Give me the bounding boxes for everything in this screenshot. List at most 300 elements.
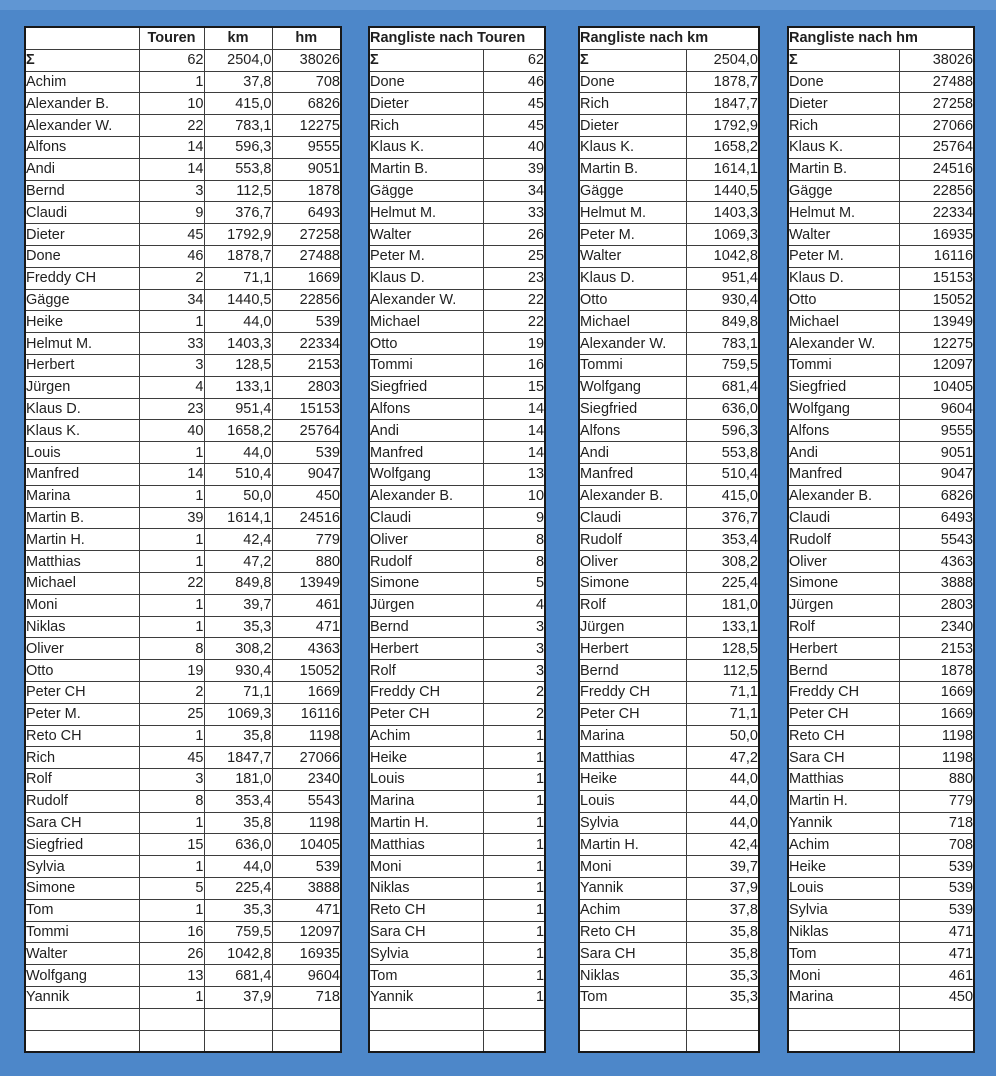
value-cell[interactable]: 133,1 [686, 616, 759, 638]
value-cell[interactable]: 553,8 [686, 442, 759, 464]
value-cell[interactable]: 539 [899, 856, 974, 878]
name-cell[interactable]: Rolf [579, 594, 686, 616]
value-cell[interactable]: 1198 [272, 725, 341, 747]
value-cell[interactable]: 681,4 [686, 376, 759, 398]
value-cell[interactable]: 2803 [899, 594, 974, 616]
value-cell[interactable]: 45 [139, 747, 204, 769]
name-cell[interactable]: Manfred [25, 463, 139, 485]
value-cell[interactable]: 3 [483, 616, 545, 638]
value-cell[interactable]: 112,5 [686, 660, 759, 682]
value-cell[interactable]: 4 [139, 376, 204, 398]
value-cell[interactable]: 450 [272, 485, 341, 507]
value-cell[interactable]: 9 [139, 202, 204, 224]
name-cell[interactable]: Alfons [369, 398, 483, 420]
value-cell[interactable]: 35,3 [204, 899, 272, 921]
value-cell[interactable]: 2803 [272, 376, 341, 398]
value-cell[interactable]: 44,0 [204, 856, 272, 878]
name-cell[interactable]: Done [788, 71, 899, 93]
value-cell[interactable]: 45 [483, 93, 545, 115]
name-cell[interactable]: Walter [788, 224, 899, 246]
value-cell[interactable]: 539 [899, 899, 974, 921]
name-cell[interactable]: Heike [788, 856, 899, 878]
name-cell[interactable]: Klaus D. [788, 267, 899, 289]
value-cell[interactable]: 71,1 [686, 681, 759, 703]
name-cell[interactable]: Done [25, 245, 139, 267]
value-cell[interactable]: 37,8 [204, 71, 272, 93]
name-cell[interactable]: Claudi [788, 507, 899, 529]
value-cell[interactable]: 4 [483, 594, 545, 616]
value-cell[interactable]: 14 [139, 136, 204, 158]
value-cell[interactable]: 16 [483, 354, 545, 376]
name-cell[interactable]: Klaus K. [25, 420, 139, 442]
value-cell[interactable]: 1403,3 [204, 333, 272, 355]
value-cell[interactable]: 5 [483, 572, 545, 594]
value-cell[interactable]: 1198 [272, 812, 341, 834]
value-cell[interactable]: 128,5 [686, 638, 759, 660]
name-cell[interactable]: Rudolf [25, 790, 139, 812]
name-cell[interactable]: Oliver [788, 551, 899, 573]
value-cell[interactable]: 5543 [899, 529, 974, 551]
value-cell[interactable]: 22 [483, 311, 545, 333]
value-cell[interactable]: 1 [139, 529, 204, 551]
name-cell[interactable]: Dieter [25, 224, 139, 246]
name-cell[interactable]: Done [369, 71, 483, 93]
value-cell[interactable]: 8 [483, 551, 545, 573]
value-cell[interactable]: 1792,9 [686, 115, 759, 137]
value-cell[interactable]: 1 [483, 921, 545, 943]
value-cell[interactable]: 10 [139, 93, 204, 115]
value-cell[interactable]: 1403,3 [686, 202, 759, 224]
value-cell[interactable]: 8 [139, 790, 204, 812]
name-cell[interactable]: Martin H. [25, 529, 139, 551]
value-cell[interactable]: 37,8 [686, 899, 759, 921]
name-cell[interactable]: Matthias [25, 551, 139, 573]
value-cell[interactable]: 1614,1 [686, 158, 759, 180]
value-cell[interactable]: 450 [899, 987, 974, 1009]
column-header-cell[interactable]: Touren [139, 27, 204, 49]
value-cell[interactable]: 35,8 [686, 921, 759, 943]
value-cell[interactable]: 718 [899, 812, 974, 834]
value-cell[interactable]: 2153 [272, 354, 341, 376]
name-cell[interactable]: Martin H. [788, 790, 899, 812]
value-cell[interactable]: 1198 [899, 725, 974, 747]
name-cell[interactable]: Otto [788, 289, 899, 311]
name-cell[interactable]: Tommi [579, 354, 686, 376]
name-cell[interactable]: Peter M. [579, 224, 686, 246]
total-label-cell[interactable]: Σ [788, 49, 899, 71]
name-cell[interactable]: Dieter [369, 93, 483, 115]
name-cell[interactable]: Niklas [369, 878, 483, 900]
name-cell[interactable]: Wolfgang [788, 398, 899, 420]
name-cell[interactable]: Helmut M. [788, 202, 899, 224]
value-cell[interactable]: 1792,9 [204, 224, 272, 246]
value-cell[interactable]: 44,0 [686, 790, 759, 812]
value-cell[interactable]: 1669 [899, 703, 974, 725]
value-cell[interactable]: 25764 [272, 420, 341, 442]
value-cell[interactable]: 35,8 [686, 943, 759, 965]
value-cell[interactable]: 636,0 [686, 398, 759, 420]
value-cell[interactable]: 951,4 [686, 267, 759, 289]
name-cell[interactable]: Martin B. [25, 507, 139, 529]
value-cell[interactable]: 14 [139, 463, 204, 485]
name-cell[interactable]: Jürgen [788, 594, 899, 616]
value-cell[interactable]: 22334 [899, 202, 974, 224]
name-cell[interactable]: Rolf [788, 616, 899, 638]
name-cell[interactable]: Tommi [369, 354, 483, 376]
value-cell[interactable]: 25 [139, 703, 204, 725]
name-cell[interactable]: Peter CH [788, 703, 899, 725]
value-cell[interactable]: 1658,2 [204, 420, 272, 442]
value-cell[interactable]: 15 [483, 376, 545, 398]
value-cell[interactable]: 308,2 [204, 638, 272, 660]
value-cell[interactable]: 4363 [272, 638, 341, 660]
value-cell[interactable]: 415,0 [686, 485, 759, 507]
name-cell[interactable]: Freddy CH [25, 267, 139, 289]
value-cell[interactable]: 3 [139, 769, 204, 791]
value-cell[interactable]: 10405 [899, 376, 974, 398]
value-cell[interactable]: 35,3 [686, 965, 759, 987]
name-cell[interactable]: Wolfgang [369, 463, 483, 485]
value-cell[interactable]: 3 [139, 354, 204, 376]
value-cell[interactable]: 71,1 [204, 267, 272, 289]
value-cell[interactable]: 2153 [899, 638, 974, 660]
value-cell[interactable]: 47,2 [204, 551, 272, 573]
name-cell[interactable]: Tommi [788, 354, 899, 376]
name-cell[interactable]: Rudolf [369, 551, 483, 573]
name-cell[interactable]: Alexander B. [579, 485, 686, 507]
name-cell[interactable]: Sara CH [369, 921, 483, 943]
value-cell[interactable]: 181,0 [204, 769, 272, 791]
value-cell[interactable]: 22 [139, 572, 204, 594]
value-cell[interactable]: 22334 [272, 333, 341, 355]
value-cell[interactable]: 50,0 [686, 725, 759, 747]
empty-cell[interactable] [686, 1030, 759, 1052]
value-cell[interactable]: 44,0 [686, 769, 759, 791]
value-cell[interactable]: 14 [483, 420, 545, 442]
value-cell[interactable]: 759,5 [204, 921, 272, 943]
name-cell[interactable]: Heike [579, 769, 686, 791]
value-cell[interactable]: 2 [483, 681, 545, 703]
value-cell[interactable]: 1042,8 [204, 943, 272, 965]
name-cell[interactable]: Louis [369, 769, 483, 791]
value-cell[interactable]: 930,4 [204, 660, 272, 682]
value-cell[interactable]: 471 [899, 943, 974, 965]
value-cell[interactable]: 1 [483, 899, 545, 921]
value-cell[interactable]: 25764 [899, 136, 974, 158]
name-cell[interactable]: Tom [579, 987, 686, 1009]
value-cell[interactable]: 16 [139, 921, 204, 943]
value-cell[interactable]: 26 [483, 224, 545, 246]
name-cell[interactable]: Herbert [25, 354, 139, 376]
name-cell[interactable]: Helmut M. [25, 333, 139, 355]
name-cell[interactable]: Oliver [369, 529, 483, 551]
name-cell[interactable]: Martin H. [369, 812, 483, 834]
name-cell[interactable]: Alfons [25, 136, 139, 158]
total-label-cell[interactable]: Σ [369, 49, 483, 71]
value-cell[interactable]: 1 [139, 551, 204, 573]
name-cell[interactable]: Klaus D. [369, 267, 483, 289]
value-cell[interactable]: 1198 [899, 747, 974, 769]
value-cell[interactable]: 23 [483, 267, 545, 289]
name-cell[interactable]: Tom [369, 965, 483, 987]
value-cell[interactable]: 33 [139, 333, 204, 355]
name-cell[interactable]: Peter CH [579, 703, 686, 725]
name-cell[interactable]: Otto [369, 333, 483, 355]
name-cell[interactable]: Tom [25, 899, 139, 921]
value-cell[interactable]: 3 [483, 660, 545, 682]
name-cell[interactable]: Oliver [25, 638, 139, 660]
value-cell[interactable]: 1 [139, 311, 204, 333]
value-cell[interactable]: 353,4 [686, 529, 759, 551]
value-cell[interactable]: 3 [139, 180, 204, 202]
value-cell[interactable]: 1 [483, 856, 545, 878]
value-cell[interactable]: 539 [899, 878, 974, 900]
value-cell[interactable]: 539 [272, 311, 341, 333]
value-cell[interactable]: 461 [272, 594, 341, 616]
name-cell[interactable]: Michael [579, 311, 686, 333]
value-cell[interactable]: 1 [139, 856, 204, 878]
name-cell[interactable]: Reto CH [369, 899, 483, 921]
name-cell[interactable]: Moni [369, 856, 483, 878]
value-cell[interactable]: 27066 [899, 115, 974, 137]
name-cell[interactable]: Alexander B. [369, 485, 483, 507]
value-cell[interactable]: 27066 [272, 747, 341, 769]
name-cell[interactable]: Reto CH [788, 725, 899, 747]
name-cell[interactable]: Sara CH [579, 943, 686, 965]
name-cell[interactable]: Herbert [579, 638, 686, 660]
value-cell[interactable]: 39 [139, 507, 204, 529]
name-cell[interactable]: Siegfried [788, 376, 899, 398]
name-cell[interactable]: Otto [579, 289, 686, 311]
value-cell[interactable]: 471 [272, 616, 341, 638]
value-cell[interactable]: 596,3 [204, 136, 272, 158]
name-cell[interactable]: Bernd [579, 660, 686, 682]
value-cell[interactable]: 47,2 [686, 747, 759, 769]
value-cell[interactable]: 1069,3 [686, 224, 759, 246]
name-cell[interactable]: Gägge [579, 180, 686, 202]
empty-cell[interactable] [204, 1008, 272, 1030]
corner-cell[interactable] [25, 27, 139, 49]
value-cell[interactable]: 2340 [272, 769, 341, 791]
value-cell[interactable]: 45 [483, 115, 545, 137]
empty-cell[interactable] [788, 1030, 899, 1052]
name-cell[interactable]: Wolfgang [25, 965, 139, 987]
value-cell[interactable]: 225,4 [204, 878, 272, 900]
value-cell[interactable]: 42,4 [686, 834, 759, 856]
name-cell[interactable]: Sylvia [369, 943, 483, 965]
value-cell[interactable]: 1878,7 [686, 71, 759, 93]
name-cell[interactable]: Sylvia [579, 812, 686, 834]
name-cell[interactable]: Bernd [25, 180, 139, 202]
value-cell[interactable]: 3888 [899, 572, 974, 594]
value-cell[interactable]: 308,2 [686, 551, 759, 573]
value-cell[interactable]: 1 [139, 899, 204, 921]
value-cell[interactable]: 14 [483, 398, 545, 420]
value-cell[interactable]: 6826 [272, 93, 341, 115]
name-cell[interactable]: Martin H. [579, 834, 686, 856]
name-cell[interactable]: Martin B. [788, 158, 899, 180]
name-cell[interactable]: Tom [788, 943, 899, 965]
value-cell[interactable]: 112,5 [204, 180, 272, 202]
name-cell[interactable]: Sara CH [788, 747, 899, 769]
value-cell[interactable]: 880 [272, 551, 341, 573]
value-cell[interactable]: 13 [483, 463, 545, 485]
value-cell[interactable]: 510,4 [686, 463, 759, 485]
value-cell[interactable]: 539 [272, 856, 341, 878]
value-cell[interactable]: 225,4 [686, 572, 759, 594]
name-cell[interactable]: Peter CH [369, 703, 483, 725]
value-cell[interactable]: 9555 [272, 136, 341, 158]
value-cell[interactable]: 33 [483, 202, 545, 224]
name-cell[interactable]: Jürgen [25, 376, 139, 398]
value-cell[interactable]: 22 [139, 115, 204, 137]
empty-cell[interactable] [272, 1008, 341, 1030]
value-cell[interactable]: 461 [899, 965, 974, 987]
value-cell[interactable]: 5543 [272, 790, 341, 812]
value-cell[interactable]: 1614,1 [204, 507, 272, 529]
empty-cell[interactable] [369, 1030, 483, 1052]
ranking-title-km[interactable]: Rangliste nach km [579, 27, 759, 49]
name-cell[interactable]: Klaus D. [579, 267, 686, 289]
total-value-cell[interactable]: 2504,0 [204, 49, 272, 71]
name-cell[interactable]: Marina [369, 790, 483, 812]
name-cell[interactable]: Marina [579, 725, 686, 747]
value-cell[interactable]: 636,0 [204, 834, 272, 856]
value-cell[interactable]: 708 [899, 834, 974, 856]
value-cell[interactable]: 23 [139, 398, 204, 420]
name-cell[interactable]: Reto CH [25, 725, 139, 747]
value-cell[interactable]: 12097 [272, 921, 341, 943]
value-cell[interactable]: 1042,8 [686, 245, 759, 267]
value-cell[interactable]: 9604 [899, 398, 974, 420]
value-cell[interactable]: 1 [483, 790, 545, 812]
name-cell[interactable]: Achim [369, 725, 483, 747]
name-cell[interactable]: Sylvia [25, 856, 139, 878]
value-cell[interactable]: 1 [483, 812, 545, 834]
value-cell[interactable]: 25 [483, 245, 545, 267]
name-cell[interactable]: Otto [25, 660, 139, 682]
name-cell[interactable]: Jürgen [579, 616, 686, 638]
name-cell[interactable]: Yannik [369, 987, 483, 1009]
name-cell[interactable]: Manfred [788, 463, 899, 485]
value-cell[interactable]: 1669 [272, 267, 341, 289]
value-cell[interactable]: 12097 [899, 354, 974, 376]
value-cell[interactable]: 27488 [272, 245, 341, 267]
value-cell[interactable]: 37,9 [686, 878, 759, 900]
value-cell[interactable]: 45 [139, 224, 204, 246]
name-cell[interactable]: Rich [579, 93, 686, 115]
name-cell[interactable]: Matthias [788, 769, 899, 791]
value-cell[interactable]: 133,1 [204, 376, 272, 398]
value-cell[interactable]: 71,1 [686, 703, 759, 725]
value-cell[interactable]: 718 [272, 987, 341, 1009]
name-cell[interactable]: Rich [25, 747, 139, 769]
name-cell[interactable]: Simone [369, 572, 483, 594]
value-cell[interactable]: 39,7 [204, 594, 272, 616]
value-cell[interactable]: 50,0 [204, 485, 272, 507]
value-cell[interactable]: 3888 [272, 878, 341, 900]
value-cell[interactable]: 415,0 [204, 93, 272, 115]
name-cell[interactable]: Yannik [579, 878, 686, 900]
value-cell[interactable]: 353,4 [204, 790, 272, 812]
empty-cell[interactable] [204, 1030, 272, 1052]
value-cell[interactable]: 46 [483, 71, 545, 93]
empty-cell[interactable] [25, 1008, 139, 1030]
value-cell[interactable]: 35,3 [204, 616, 272, 638]
ranking-title-touren[interactable]: Rangliste nach Touren [369, 27, 545, 49]
value-cell[interactable]: 1878,7 [204, 245, 272, 267]
name-cell[interactable]: Andi [579, 442, 686, 464]
value-cell[interactable]: 34 [483, 180, 545, 202]
value-cell[interactable]: 35,8 [204, 812, 272, 834]
name-cell[interactable]: Heike [369, 747, 483, 769]
name-cell[interactable]: Alexander W. [25, 115, 139, 137]
value-cell[interactable]: 42,4 [204, 529, 272, 551]
value-cell[interactable]: 9047 [899, 463, 974, 485]
total-value-cell[interactable]: 38026 [272, 49, 341, 71]
name-cell[interactable]: Michael [788, 311, 899, 333]
name-cell[interactable]: Sylvia [788, 899, 899, 921]
value-cell[interactable]: 16935 [272, 943, 341, 965]
value-cell[interactable]: 40 [139, 420, 204, 442]
value-cell[interactable]: 13 [139, 965, 204, 987]
value-cell[interactable]: 1 [483, 725, 545, 747]
value-cell[interactable]: 15052 [272, 660, 341, 682]
value-cell[interactable]: 2340 [899, 616, 974, 638]
name-cell[interactable]: Marina [25, 485, 139, 507]
name-cell[interactable]: Walter [369, 224, 483, 246]
name-cell[interactable]: Alfons [579, 420, 686, 442]
value-cell[interactable]: 16116 [899, 245, 974, 267]
name-cell[interactable]: Achim [788, 834, 899, 856]
value-cell[interactable]: 849,8 [686, 311, 759, 333]
name-cell[interactable]: Siegfried [25, 834, 139, 856]
value-cell[interactable]: 1 [139, 616, 204, 638]
value-cell[interactable]: 9 [483, 507, 545, 529]
value-cell[interactable]: 708 [272, 71, 341, 93]
total-value-cell[interactable]: 62 [483, 49, 545, 71]
value-cell[interactable]: 1 [483, 965, 545, 987]
value-cell[interactable]: 9604 [272, 965, 341, 987]
name-cell[interactable]: Peter CH [25, 681, 139, 703]
name-cell[interactable]: Jürgen [369, 594, 483, 616]
value-cell[interactable]: 6493 [899, 507, 974, 529]
value-cell[interactable]: 27258 [899, 93, 974, 115]
name-cell[interactable]: Yannik [25, 987, 139, 1009]
value-cell[interactable]: 22856 [272, 289, 341, 311]
value-cell[interactable]: 951,4 [204, 398, 272, 420]
name-cell[interactable]: Alexander W. [369, 289, 483, 311]
name-cell[interactable]: Rolf [369, 660, 483, 682]
name-cell[interactable]: Manfred [369, 442, 483, 464]
value-cell[interactable]: 10405 [272, 834, 341, 856]
value-cell[interactable]: 39,7 [686, 856, 759, 878]
value-cell[interactable]: 471 [272, 899, 341, 921]
value-cell[interactable]: 46 [139, 245, 204, 267]
value-cell[interactable]: 44,0 [204, 311, 272, 333]
name-cell[interactable]: Louis [25, 442, 139, 464]
value-cell[interactable]: 1658,2 [686, 136, 759, 158]
empty-cell[interactable] [579, 1030, 686, 1052]
name-cell[interactable]: Bernd [369, 616, 483, 638]
value-cell[interactable]: 681,4 [204, 965, 272, 987]
value-cell[interactable]: 9047 [272, 463, 341, 485]
name-cell[interactable]: Martin B. [579, 158, 686, 180]
value-cell[interactable]: 376,7 [204, 202, 272, 224]
value-cell[interactable]: 539 [272, 442, 341, 464]
value-cell[interactable]: 15153 [899, 267, 974, 289]
name-cell[interactable]: Achim [25, 71, 139, 93]
